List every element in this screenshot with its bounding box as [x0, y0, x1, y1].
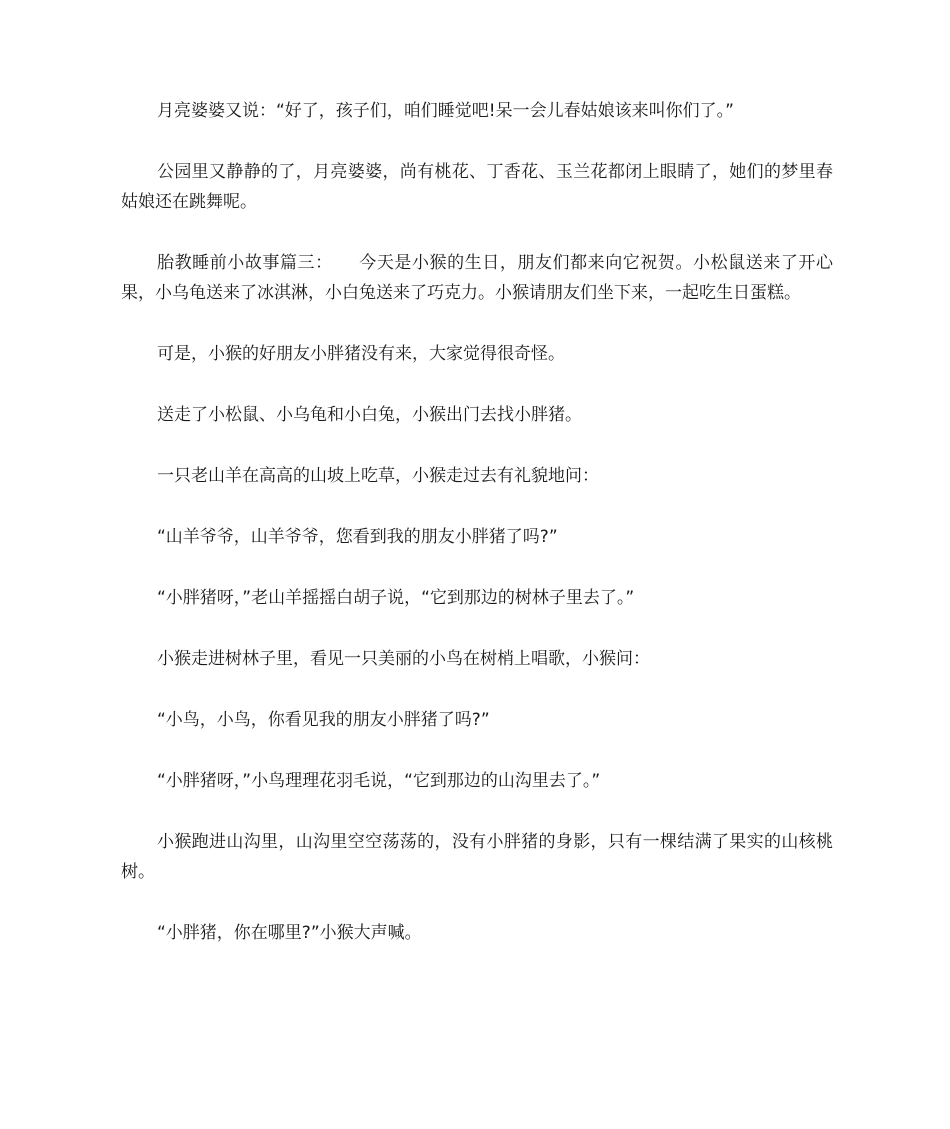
- paragraph-goat-answers: “小胖猪呀，”老山羊摇摇白胡子说，“它到那边的树林子里去了。”: [157, 588, 635, 608]
- document-body: [121, 96, 833, 979]
- paragraph-ask-bird: “小鸟，小鸟，你看见我的朋友小胖猪了吗?”: [157, 710, 490, 730]
- paragraph-park-quiet: 公园里又静静的了，月亮婆婆，尚有桃花、丁香花、玉兰花都闭上眼睛了，她们的梦里春姑娘还在跳舞呢。: [121, 162, 833, 212]
- paragraph-old-goat: 一只老山羊在高高的山坡上吃草，小猴走过去有礼貌地问：: [157, 466, 599, 486]
- paragraph-ask-goat: “山羊爷爷，山羊爷爷，您看到我的朋友小胖猪了吗?”: [157, 527, 558, 547]
- paragraph-bird-answers: “小胖猪呀，”小鸟理理花羽毛说，“它到那边的山沟里去了。”: [157, 771, 601, 791]
- paragraph-monkey-shouts: “小胖猪，你在哪里?”小猴大声喊。: [157, 923, 422, 943]
- paragraph-monkey-goes-searching: 送走了小松鼠、小乌龟和小白兔，小猴出门去找小胖猪。: [157, 405, 582, 425]
- paragraph-story-three-birthday: 胎教睡前小故事篇三： 今天是小猴的生日，朋友们都来向它祝贺。小松鼠送来了开心果，小乌龟送来了冰淇淋，小白兔送来了巧克力。小猴请朋友们坐下来，一起吃生日蛋糕。: [121, 253, 833, 303]
- paragraph-ravine-walnut-tree: 小猴跑进山沟里，山沟里空空荡荡的，没有小胖猪的身影，只有一棵结满了果实的山核桃树。: [121, 832, 833, 882]
- paragraph-piggy-absent: 可是，小猴的好朋友小胖猪没有来，大家觉得很奇怪。: [157, 344, 565, 364]
- paragraph-moon-grandma-says: 月亮婆婆又说：“好了，孩子们，咱们睡觉吧!呆一会儿春姑娘该来叫你们了。”: [157, 101, 734, 121]
- paragraph-into-woods: 小猴走进树林子里，看见一只美丽的小鸟在树梢上唱歌，小猴问：: [157, 649, 650, 669]
